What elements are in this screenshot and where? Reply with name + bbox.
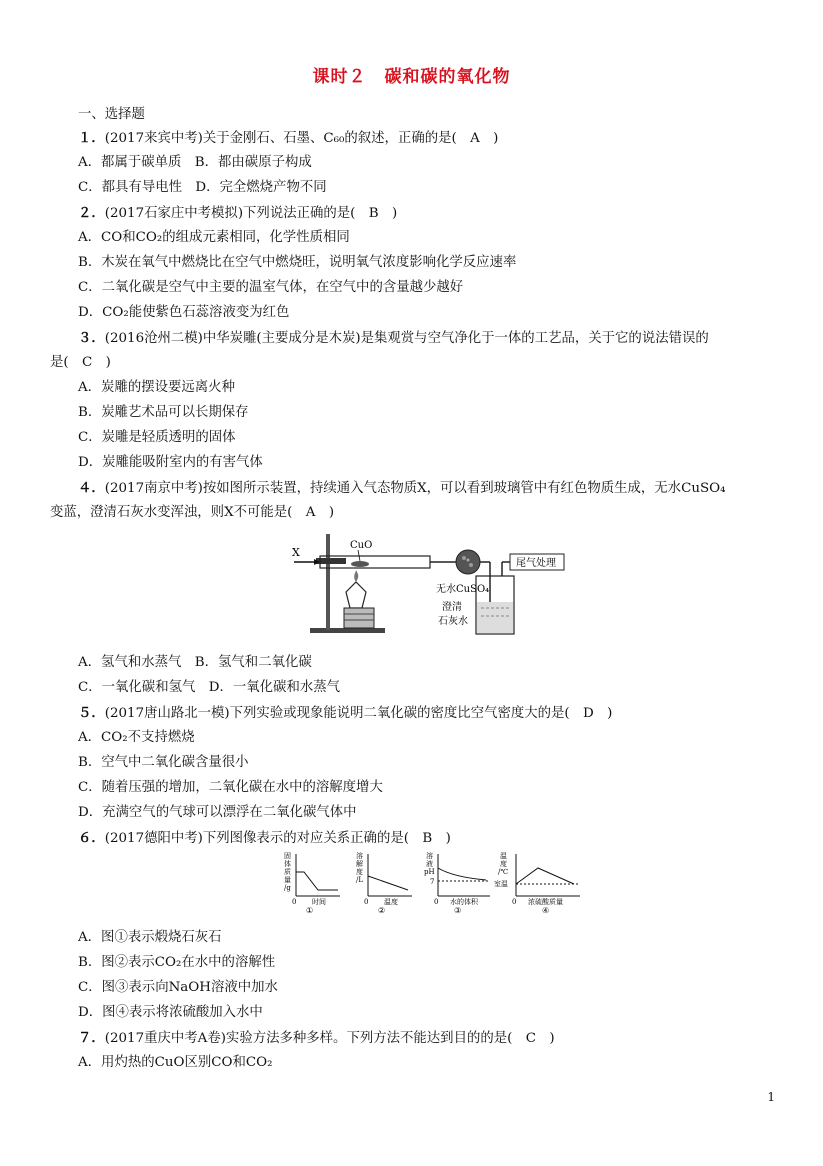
page-title: 课时２ 碳和碳的氧化物 bbox=[312, 67, 511, 87]
svg-text:温: 温 bbox=[500, 852, 507, 860]
svg-text:度: 度 bbox=[500, 860, 507, 868]
text-line bbox=[78, 204, 397, 223]
line-text: D．充满空气的气球可以漂浮在二氧化碳气体中 bbox=[78, 805, 357, 820]
graph-2 bbox=[356, 851, 412, 914]
svg-text:/g: /g bbox=[284, 884, 291, 892]
text-line bbox=[78, 154, 312, 172]
text-line bbox=[78, 279, 463, 297]
cuo-label: CuO bbox=[350, 540, 373, 551]
svg-text:0: 0 bbox=[292, 898, 297, 906]
text-line bbox=[78, 729, 195, 747]
text-line bbox=[78, 704, 612, 723]
svg-text:0: 0 bbox=[434, 898, 439, 906]
svg-text:/L: /L bbox=[356, 876, 364, 884]
graphs-figure bbox=[282, 850, 582, 914]
text-line bbox=[78, 179, 327, 197]
line-text: (2017南京中考)按如图所示装置，持续通入气态物质X，可以看到玻璃管中有红色物质生成，无水CuSO₄ bbox=[104, 481, 726, 496]
cuo-powder bbox=[351, 561, 369, 567]
text-line bbox=[78, 129, 498, 148]
line-text: B．炭雕艺术品可以长期保存 bbox=[78, 405, 249, 420]
text-line bbox=[78, 654, 312, 672]
svg-text:/℃: /℃ bbox=[498, 868, 509, 876]
svg-text:0: 0 bbox=[512, 898, 517, 906]
svg-text:时间: 时间 bbox=[312, 898, 326, 906]
question-number: ２． bbox=[78, 205, 105, 221]
line-text: C．炭雕是轻质透明的固体 bbox=[78, 430, 236, 445]
svg-text:体: 体 bbox=[284, 860, 291, 868]
svg-text:量: 量 bbox=[284, 876, 291, 884]
text-line bbox=[78, 429, 236, 447]
line-text: (2017德阳中考)下列图像表示的对应关系正确的是( B ) bbox=[104, 831, 451, 846]
svg-text:水的体积: 水的体积 bbox=[450, 898, 478, 906]
lamp-block bbox=[344, 608, 374, 628]
svg-text:②: ② bbox=[378, 906, 386, 914]
limewater-label-2: 石灰水 bbox=[438, 616, 468, 627]
line-text: C．一氧化碳和氢气 D．一氧化碳和水蒸气 bbox=[78, 680, 341, 695]
line-text: C．都具有导电性 D．完全燃烧产物不同 bbox=[78, 180, 327, 195]
question-number: ７． bbox=[78, 1030, 105, 1046]
line-text: B．木炭在氧气中燃烧比在空气中燃烧旺，说明氧气浓度影响化学反应速率 bbox=[78, 255, 517, 270]
text-line bbox=[50, 354, 111, 372]
cuso4-bulb bbox=[456, 550, 480, 574]
svg-text:浓硫酸质量: 浓硫酸质量 bbox=[528, 898, 563, 906]
svg-text:③: ③ bbox=[454, 906, 462, 914]
line-text: D．CO₂能使紫色石蕊溶液变为红色 bbox=[78, 305, 290, 320]
line-text: (2016沧州二模)中华炭雕(主要成分是木炭)是集观赏与空气净化于一体的工艺品，关于它的说法错误的 bbox=[104, 331, 709, 346]
alcohol-lamp bbox=[346, 582, 366, 608]
line-text: A．炭雕的摆设要远离火种 bbox=[78, 380, 235, 395]
line-text: D．图④表示将浓硫酸加入水中 bbox=[78, 1005, 263, 1020]
text-line bbox=[78, 106, 145, 124]
svg-text:解: 解 bbox=[356, 860, 363, 868]
line-text: (2017重庆中考A卷)实验方法多种多样。下列方法不能达到目的的是( C ) bbox=[104, 1031, 555, 1046]
line-text: 一、选择题 bbox=[78, 107, 145, 122]
line-text: A．都属于碳单质 B．都由碳原子构成 bbox=[78, 155, 312, 170]
line-text: A．CO和CO₂的组成元素相同，化学性质相同 bbox=[78, 230, 350, 245]
text-line bbox=[50, 504, 334, 522]
line-text: C．随着压强的增加，二氧化碳在水中的溶解度增大 bbox=[78, 780, 383, 795]
svg-text:液: 液 bbox=[426, 860, 433, 868]
question-number: ６． bbox=[78, 830, 105, 846]
text-line bbox=[78, 329, 709, 348]
text-line bbox=[78, 979, 278, 997]
svg-text:室温: 室温 bbox=[494, 880, 508, 888]
svg-text:①: ① bbox=[306, 906, 314, 914]
stand-base bbox=[310, 628, 385, 633]
text-line bbox=[78, 1054, 272, 1072]
line-text: A．氢气和水蒸气 B．氢气和二氧化碳 bbox=[78, 655, 312, 670]
text-line bbox=[78, 229, 350, 247]
line-text: A．用灼热的CuO区别CO和CO₂ bbox=[78, 1055, 273, 1070]
line-text: (2017唐山路北一模)下列实验或现象能说明二氧化碳的密度比空气密度大的是( D ) bbox=[104, 706, 613, 721]
text-line bbox=[78, 804, 357, 822]
graph-4 bbox=[494, 851, 580, 914]
line-text: B．空气中二氧化碳含量很小 bbox=[78, 755, 249, 770]
text-line bbox=[78, 679, 340, 697]
limewater-label-1: 澄清 bbox=[442, 602, 462, 613]
line-text: B．图②表示CO₂在水中的溶解性 bbox=[78, 955, 276, 970]
stand-rod bbox=[326, 534, 330, 630]
anhydrous-label: 无水CuSO₄ bbox=[436, 584, 490, 595]
question-number: ３． bbox=[78, 330, 105, 346]
svg-text:温度: 温度 bbox=[384, 898, 398, 906]
text-line bbox=[78, 829, 451, 848]
graph-1 bbox=[284, 851, 340, 914]
line-text: 是( C ) bbox=[50, 355, 111, 370]
question-number: ５． bbox=[78, 705, 105, 721]
graph-3 bbox=[424, 851, 490, 914]
line-text: 变蓝，澄清石灰水变浑浊，则X不可能是( A ) bbox=[50, 505, 335, 520]
text-line bbox=[78, 379, 235, 397]
svg-text:pH: pH bbox=[424, 868, 435, 876]
line-text: D．炭雕能吸附室内的有害气体 bbox=[78, 455, 263, 470]
tail-gas-label: 尾气处理 bbox=[516, 558, 556, 569]
text-line bbox=[78, 954, 275, 972]
line-text: C．二氧化碳是空气中主要的温室气体，在空气中的含量越少越好 bbox=[78, 280, 464, 295]
svg-text:固: 固 bbox=[284, 852, 291, 860]
svg-text:度: 度 bbox=[356, 868, 363, 876]
question-number: ４． bbox=[78, 480, 105, 496]
svg-text:溶: 溶 bbox=[426, 852, 433, 860]
svg-text:0: 0 bbox=[364, 898, 369, 906]
text-line bbox=[78, 479, 725, 498]
question-number: １． bbox=[78, 130, 105, 146]
text-line bbox=[78, 929, 222, 947]
line-text: A．图①表示煅烧石灰石 bbox=[78, 930, 222, 945]
svg-text:④: ④ bbox=[542, 906, 550, 914]
line-text: (2017来宾中考)关于金刚石、石墨、C₆₀的叙述，正确的是( A ) bbox=[104, 131, 499, 146]
text-line bbox=[78, 404, 249, 422]
line-text: A．CO₂不支持燃烧 bbox=[78, 730, 195, 745]
text-line bbox=[78, 454, 263, 472]
text-line bbox=[78, 1029, 555, 1048]
apparatus-figure bbox=[288, 530, 568, 642]
svg-text:7: 7 bbox=[430, 878, 435, 886]
page-number: 1 bbox=[767, 1090, 775, 1104]
svg-text:溶: 溶 bbox=[356, 852, 363, 860]
svg-text:质: 质 bbox=[284, 868, 291, 876]
text-line bbox=[78, 254, 516, 272]
text-line bbox=[78, 754, 249, 772]
text-line bbox=[78, 304, 289, 322]
line-text: (2017石家庄中考模拟)下列说法正确的是( B ) bbox=[104, 206, 398, 221]
line-text: C．图③表示向NaOH溶液中加水 bbox=[78, 980, 278, 995]
text-line bbox=[78, 779, 383, 797]
x-label: X bbox=[292, 546, 300, 559]
text-line bbox=[78, 1004, 263, 1022]
